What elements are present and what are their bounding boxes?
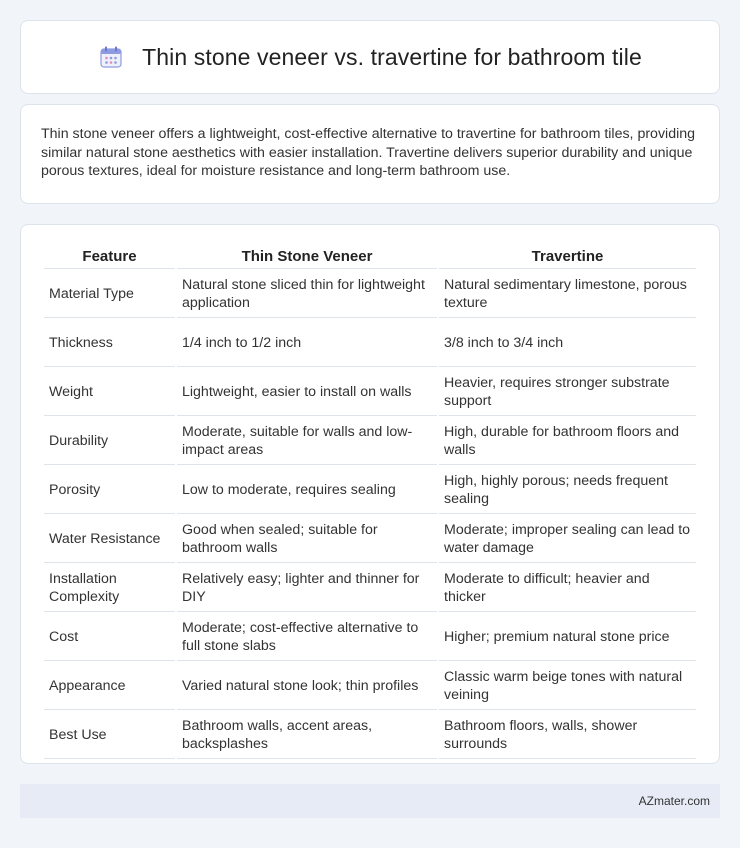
feature-cell: Porosity <box>44 467 175 514</box>
table-row <box>44 467 696 514</box>
thin-stone-veneer-cell: 1/4 inch to 1/2 inch <box>177 320 437 367</box>
thin-stone-veneer-cell: Low to moderate, requires sealing <box>177 467 437 514</box>
feature-cell: Appearance <box>44 663 175 710</box>
thin-stone-veneer-cell: Good when sealed; suitable for bathroom walls <box>177 516 437 563</box>
feature-cell: Material Type <box>44 271 175 318</box>
table-row <box>44 369 696 416</box>
travertine-cell: Higher; premium natural stone price <box>439 614 696 661</box>
travertine-cell: 3/8 inch to 3/4 inch <box>439 320 696 367</box>
page-title: Thin stone veneer vs. travertine for bathroom tile <box>142 43 642 70</box>
table-row <box>44 271 696 318</box>
table-row <box>44 663 696 710</box>
table-row <box>44 712 696 759</box>
table-row <box>44 418 696 465</box>
table-header-row <box>44 245 696 269</box>
thin-stone-veneer-cell: Moderate, suitable for walls and low-impact areas <box>177 418 437 465</box>
table-row <box>44 516 696 563</box>
calendar-icon <box>98 44 124 70</box>
travertine-cell: Classic warm beige tones with natural veining <box>439 663 696 710</box>
feature-cell: Installation Complexity <box>44 565 175 612</box>
feature-cell: Water Resistance <box>44 516 175 563</box>
title-card <box>20 20 720 94</box>
thin-stone-veneer-cell: Varied natural stone look; thin profiles <box>177 663 437 710</box>
comparison-table <box>42 243 698 761</box>
column-header-feature: Feature <box>44 245 175 269</box>
thin-stone-veneer-cell: Bathroom walls, accent areas, backsplashes <box>177 712 437 759</box>
summary-card <box>20 104 720 204</box>
feature-cell: Thickness <box>44 320 175 367</box>
travertine-cell: Moderate to difficult; heavier and thicker <box>439 565 696 612</box>
feature-cell: Weight <box>44 369 175 416</box>
table-row <box>44 565 696 612</box>
travertine-cell: Bathroom floors, walls, shower surrounds <box>439 712 696 759</box>
thin-stone-veneer-cell: Moderate; cost-effective alternative to full stone slabs <box>177 614 437 661</box>
footer-brand: AZmater.com <box>638 794 710 808</box>
feature-cell: Durability <box>44 418 175 465</box>
footer <box>20 784 720 818</box>
travertine-cell: Heavier, requires stronger substrate support <box>439 369 696 416</box>
table-body <box>44 271 696 759</box>
thin-stone-veneer-cell: Lightweight, easier to install on walls <box>177 369 437 416</box>
comparison-table-card <box>20 224 720 764</box>
table-row <box>44 614 696 661</box>
travertine-cell: High, durable for bathroom floors and walls <box>439 418 696 465</box>
column-header-thin-stone-veneer: Thin Stone Veneer <box>177 245 437 269</box>
feature-cell: Best Use <box>44 712 175 759</box>
thin-stone-veneer-cell: Natural stone sliced thin for lightweight application <box>177 271 437 318</box>
table-row <box>44 320 696 367</box>
travertine-cell: High, highly porous; needs frequent sealing <box>439 467 696 514</box>
travertine-cell: Natural sedimentary limestone, porous texture <box>439 271 696 318</box>
feature-cell: Cost <box>44 614 175 661</box>
thin-stone-veneer-cell: Relatively easy; lighter and thinner for DIY <box>177 565 437 612</box>
column-header-travertine: Travertine <box>439 245 696 269</box>
travertine-cell: Moderate; improper sealing can lead to water damage <box>439 516 696 563</box>
summary-text: Thin stone veneer offers a lightweight, cost-effective alternative to travertine for bathroom tiles, providing similar natural stone aesthetics with easier installation. Travertine delivers superior durability and unique porous textures, ideal for moisture resistance and long-term bathroom use. <box>41 126 696 179</box>
